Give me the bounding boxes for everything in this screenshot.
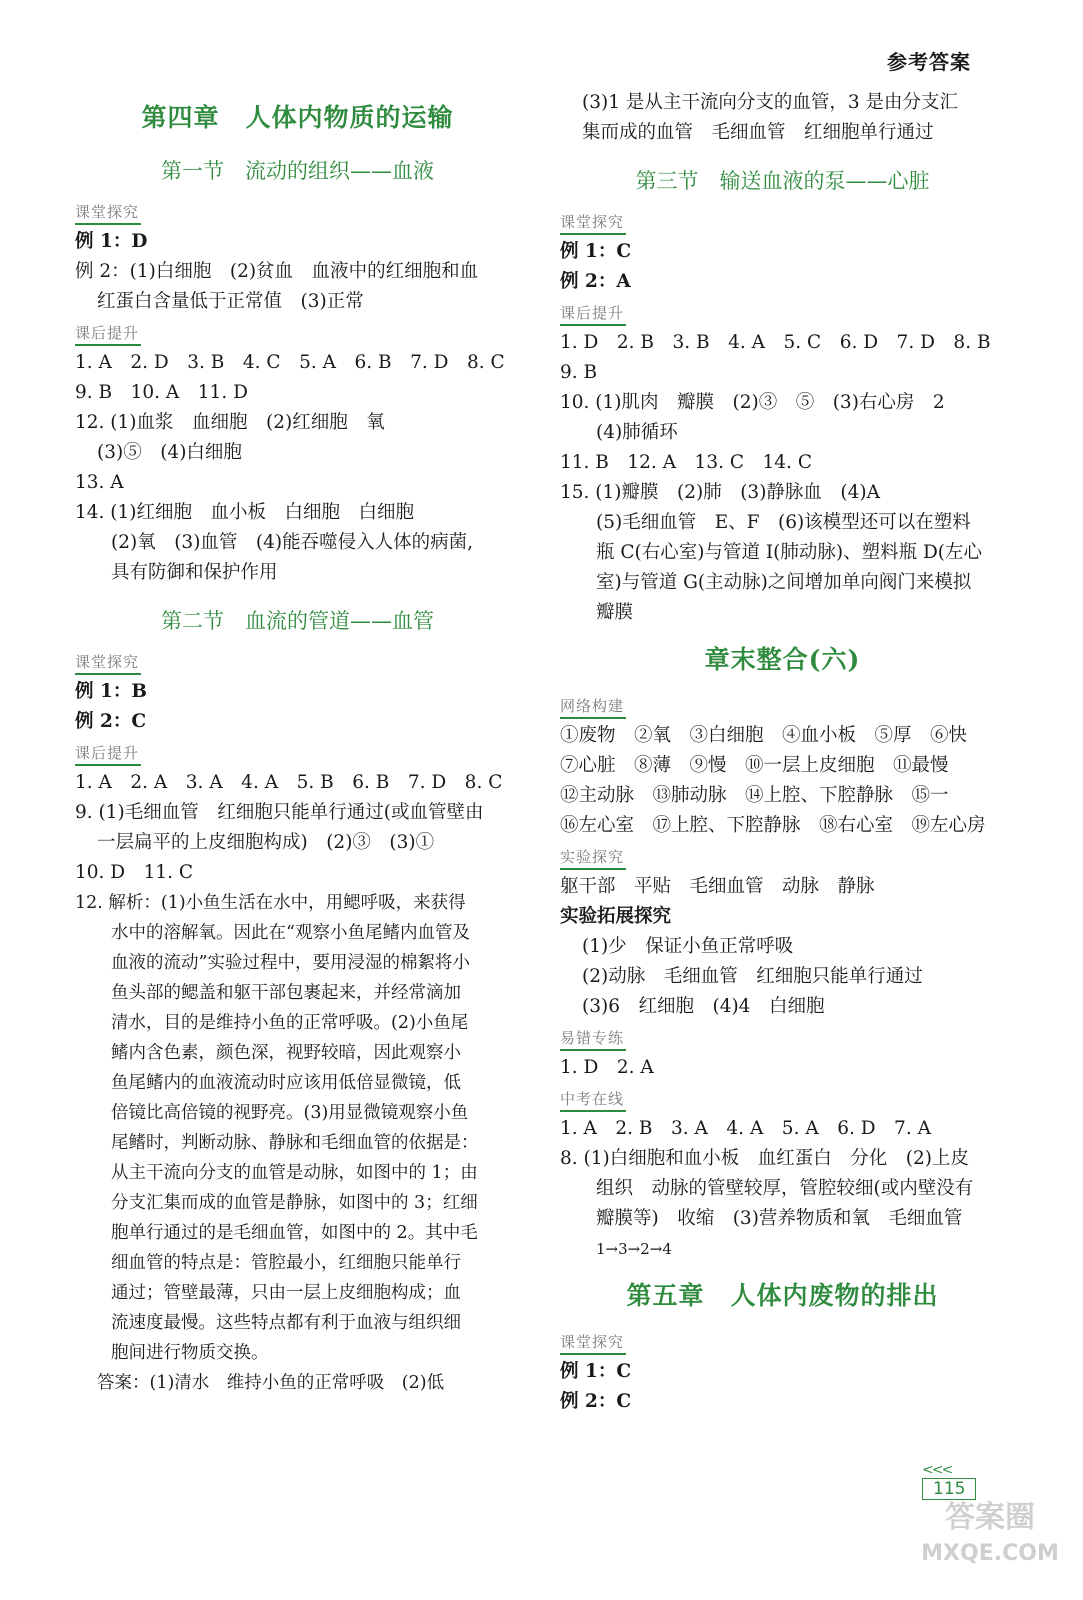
answer-line: (5)毛细血管 E、F (6)该模型还可以在塑料 bbox=[596, 512, 971, 533]
analysis-line: 血液的流动”实验过程中，要用浸湿的棉絮将小 bbox=[111, 953, 470, 973]
analysis-line: 倍镜比高倍镜的视野亮。(3)用显微镜观察小鱼 bbox=[111, 1103, 469, 1123]
answer-line: 瓶 C(右心室)与管道 I(肺动脉)、塑料瓶 D(左心 bbox=[596, 542, 983, 563]
answer-line: (3)6 红细胞 (4)4 白细胞 bbox=[582, 996, 825, 1017]
watermark bbox=[905, 1500, 1075, 1590]
answer-line: 1. D 2. A bbox=[560, 1057, 654, 1078]
answer-line: ⑫主动脉 ⑬肺动脉 ⑭上腔、下腔静脉 ⑮一 bbox=[560, 785, 949, 806]
analysis-line: 流速度最慢。这些特点都有利于血液与组织细 bbox=[111, 1313, 461, 1333]
answer-line: 14. (1)红细胞 血小板 白细胞 白细胞 bbox=[75, 502, 415, 523]
answer-line: 具有防御和保护作用 bbox=[111, 562, 278, 583]
chapter-5-title: 第五章 人体内废物的排出 bbox=[626, 1281, 939, 1310]
answer-line: 例 1：C bbox=[560, 241, 632, 262]
analysis-line: 尾鳍时，判断动脉、静脉和毛细血管的依据是： bbox=[111, 1133, 479, 1153]
page-number: 115 bbox=[922, 1478, 976, 1500]
answer-line: 例 1：B bbox=[75, 681, 147, 702]
tag-network: 网络构建 bbox=[560, 696, 626, 719]
tag-after-class: 课后提升 bbox=[560, 303, 626, 326]
left-column bbox=[75, 92, 520, 1398]
analysis-line: 分支汇集而成的血管是静脉，如图中的 3；红细 bbox=[111, 1193, 478, 1213]
analysis-line: 鱼头部的鳃盖和躯干部包裹起来，并经常滴加 bbox=[111, 983, 461, 1003]
answer-line: 9. B 10. A 11. D bbox=[75, 382, 248, 403]
answer-line: 1. D 2. B 3. B 4. A 5. C 6. D 7. D 8. B bbox=[560, 332, 991, 353]
answer-line: ①废物 ②氧 ③白细胞 ④血小板 ⑤厚 ⑥快 bbox=[560, 725, 968, 746]
tag-exam-online: 中考在线 bbox=[560, 1089, 626, 1112]
tag-classroom: 课堂探究 bbox=[560, 212, 626, 235]
analysis-line: 通过；管壁最薄，只由一层上皮细胞构成；血 bbox=[111, 1283, 461, 1303]
subheading: 实验拓展探究 bbox=[560, 906, 672, 927]
analysis-line: 鳍内含色素，颜色深，视野较暗，因此观察小 bbox=[111, 1043, 461, 1063]
answer-line: 室)与管道 G(主动脉)之间增加单向阀门来模拟 bbox=[596, 572, 972, 593]
chapter-summary-title: 章末整合(六) bbox=[704, 645, 861, 674]
analysis-line: 从主干流向分支的血管是动脉，如图中的 1；由 bbox=[111, 1163, 478, 1183]
answer-line: (3)⑤ (4)白细胞 bbox=[97, 442, 242, 463]
answer-line: 集而成的血管 毛细血管 红细胞单行通过 bbox=[582, 122, 934, 143]
answer-line: 12. (1)血浆 血细胞 (2)红细胞 氧 bbox=[75, 412, 385, 433]
watermark-line: MXQE.COM bbox=[921, 1541, 1059, 1566]
answer-line: 例 1：D bbox=[75, 231, 148, 252]
answer-line: 10. D 11. C bbox=[75, 862, 194, 883]
answer-line: 9. B bbox=[560, 362, 598, 383]
chapter-4-title: 第四章 人体内物质的运输 bbox=[141, 103, 454, 132]
analysis-line: 胞单行通过的是毛细血管，如图中的 2。其中毛 bbox=[111, 1223, 478, 1243]
answer-line: 1. A 2. D 3. B 4. C 5. A 6. B 7. D 8. C bbox=[75, 352, 505, 373]
right-column bbox=[560, 88, 1005, 1417]
tag-classroom: 课堂探究 bbox=[560, 1332, 626, 1355]
answer-line: (1)少 保证小鱼正常呼吸 bbox=[582, 936, 794, 957]
tag-experiment: 实验探究 bbox=[560, 847, 626, 870]
answer-line: 9. (1)毛细血管 红细胞只能单行通过(或血管壁由 bbox=[75, 802, 484, 823]
analysis-line: 清水，目的是维持小鱼的正常呼吸。(2)小鱼尾 bbox=[111, 1013, 469, 1033]
answer-line: ⑯左心室 ⑰上腔、下腔静脉 ⑱右心室 ⑲左心房 bbox=[560, 815, 986, 836]
section-2-title: 第二节 血流的管道——血管 bbox=[161, 609, 434, 633]
page-arrow-icon: <<< bbox=[922, 1462, 952, 1478]
answer-line: 一层扁平的上皮细胞构成) (2)③ (3)① bbox=[97, 832, 435, 853]
answer-line: 例 2：A bbox=[560, 271, 631, 292]
answer-line: 红蛋白含量低于正常值 (3)正常 bbox=[97, 291, 364, 312]
analysis-line: 水中的溶解氧。因此在“观察小鱼尾鳍内血管及 bbox=[111, 923, 470, 943]
tag-classroom: 课堂探究 bbox=[75, 652, 141, 675]
tag-classroom: 课堂探究 bbox=[75, 202, 141, 225]
tag-after-class: 课后提升 bbox=[75, 323, 141, 346]
answer-line: ⑦心脏 ⑧薄 ⑨慢 ⑩一层上皮细胞 ⑪最慢 bbox=[560, 755, 949, 776]
answer-line: 瓣膜 bbox=[596, 602, 634, 623]
answer-line: (2)氧 (3)血管 (4)能吞噬侵入人体的病菌, bbox=[111, 532, 473, 553]
answer-line: 例 2：C bbox=[560, 1391, 632, 1412]
section-3-title: 第三节 输送血液的泵——心脏 bbox=[635, 169, 930, 193]
analysis-line: 12. 解析：(1)小鱼生活在水中，用鳃呼吸，来获得 bbox=[75, 893, 466, 913]
answer-line: (3)1 是从主干流向分支的血管，3 是由分支汇 bbox=[582, 92, 959, 113]
section-1-title: 第一节 流动的组织——血液 bbox=[161, 159, 434, 183]
answer-line: 8. (1)白细胞和血小板 血红蛋白 分化 (2)上皮 bbox=[560, 1148, 969, 1169]
tag-after-class: 课后提升 bbox=[75, 743, 141, 766]
header-label: 参考答案 bbox=[887, 50, 971, 74]
answer-line: 1. A 2. A 3. A 4. A 5. B 6. B 7. D 8. C bbox=[75, 772, 503, 793]
answer-line: 11. B 12. A 13. C 14. C bbox=[560, 452, 812, 473]
answer-line: (2)动脉 毛细血管 红细胞只能单行通过 bbox=[582, 966, 923, 987]
analysis-block bbox=[75, 888, 520, 1398]
watermark-line: 答案圈 bbox=[945, 1500, 1035, 1535]
analysis-line: 鱼尾鳍内的血液流动时应该用低倍显微镜，低 bbox=[111, 1073, 461, 1093]
answer-line: (4)肺循环 bbox=[596, 422, 678, 443]
answer-line: 躯干部 平贴 毛细血管 动脉 静脉 bbox=[560, 876, 875, 897]
answer-line: 1. A 2. B 3. A 4. A 5. A 6. D 7. A bbox=[560, 1118, 931, 1139]
answer-line: 例 2：(1)白细胞 (2)贫血 血液中的红细胞和血 bbox=[75, 261, 479, 282]
analysis-line: 胞间进行物质交换。 bbox=[111, 1343, 269, 1363]
answer-line: 瓣膜等) 收缩 (3)营养物质和氧 毛细血管 bbox=[596, 1208, 963, 1229]
analysis-line: 细血管的特点是：管腔最小，红细胞只能单行 bbox=[111, 1253, 461, 1273]
answer-line: 组织 动脉的管壁较厚，管腔较细(或内壁没有 bbox=[596, 1178, 974, 1199]
answer-line: 15. (1)瓣膜 (2)肺 (3)静脉血 (4)A bbox=[560, 482, 880, 503]
answer-line: 例 2：C bbox=[75, 711, 147, 732]
analysis-line: 答案：(1)清水 维持小鱼的正常呼吸 (2)低 bbox=[97, 1373, 445, 1393]
answer-line: 10. (1)肌肉 瓣膜 (2)③ ⑤ (3)右心房 2 bbox=[560, 392, 945, 413]
answer-line: 1→3→2→4 bbox=[596, 1240, 672, 1258]
tag-error-practice: 易错专练 bbox=[560, 1028, 626, 1051]
answer-line: 13. A bbox=[75, 472, 124, 493]
answer-line: 例 1：C bbox=[560, 1361, 632, 1382]
